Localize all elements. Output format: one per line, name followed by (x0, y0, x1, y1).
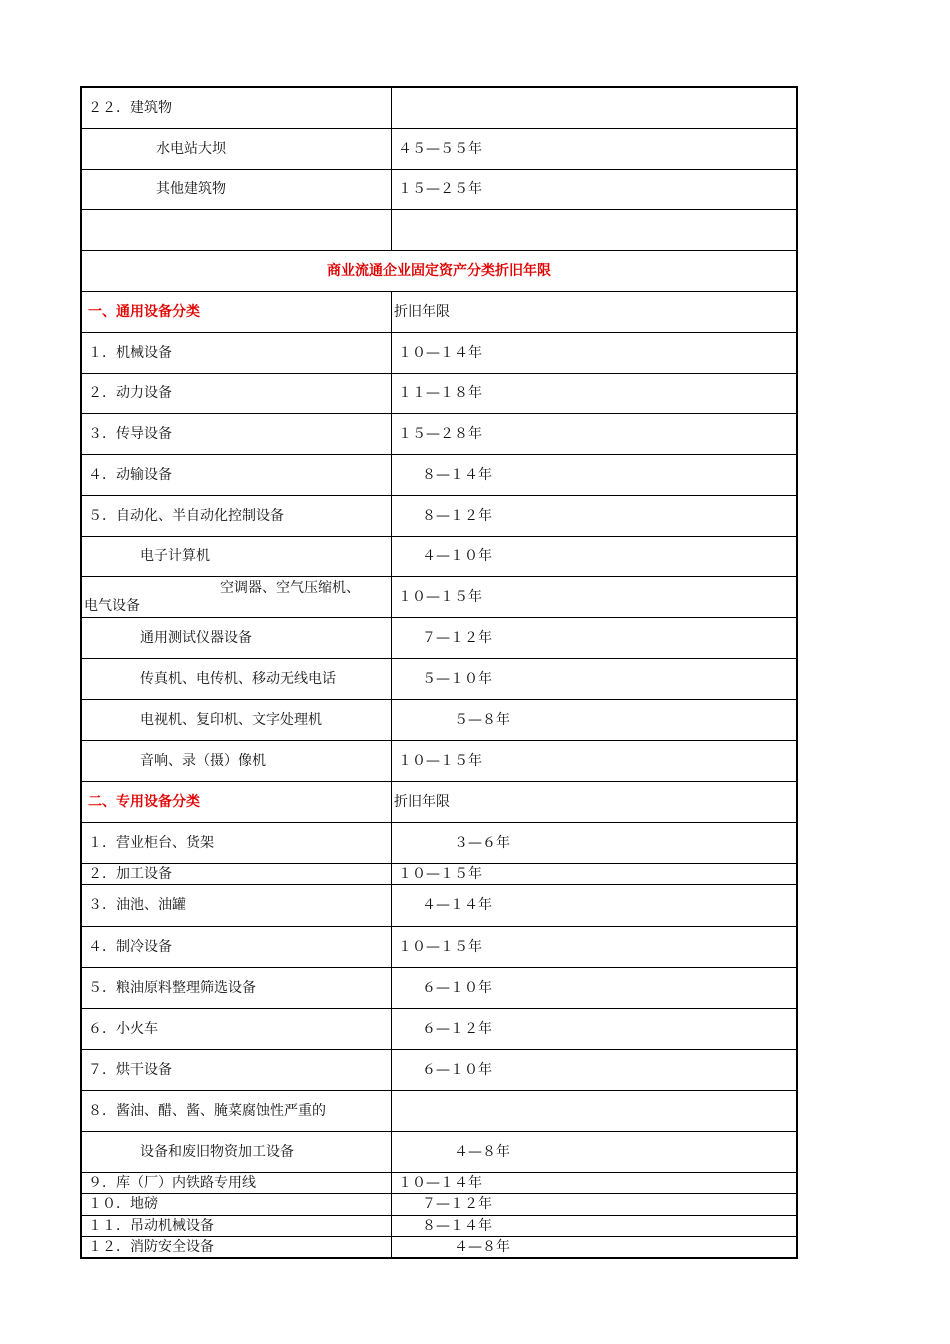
row-label: ４．制冷设备 (81, 926, 392, 967)
table-row (81, 1008, 797, 1049)
row-value: ８—１２年 (392, 495, 798, 536)
row-label: １１．吊动机械设备 (81, 1215, 392, 1236)
row-value (392, 209, 798, 250)
row-value: ４—１０年 (392, 536, 798, 576)
table-row (81, 1193, 797, 1215)
table-row (81, 1049, 797, 1090)
row-label: ７．烘干设备 (81, 1049, 392, 1090)
row-label: １．营业柜台、货架 (81, 822, 392, 863)
row-value: ７—１２年 (392, 617, 798, 658)
table-row (81, 454, 797, 495)
row-value: ６—１０年 (392, 1049, 798, 1090)
category-header-row (81, 781, 797, 822)
column-heading: 折旧年限 (392, 291, 798, 332)
table-row (81, 822, 797, 863)
table-row (81, 169, 797, 209)
row-value: １１—１８年 (392, 373, 798, 413)
section-title: 商业流通企业固定资产分类折旧年限 (81, 250, 797, 291)
depreciation-table (80, 86, 798, 1259)
row-value: ５—１０年 (392, 658, 798, 699)
table-row (81, 1172, 797, 1193)
row-label: ２２．建筑物 (81, 87, 392, 128)
row-value: ４—１４年 (392, 884, 798, 926)
row-label: 其他建筑物 (81, 169, 392, 209)
row-label-line2: 电气设备 (84, 597, 140, 614)
table-row (81, 617, 797, 658)
table-row (81, 740, 797, 781)
row-label: ４．动输设备 (81, 454, 392, 495)
table-row (81, 1236, 797, 1258)
row-value: ３—６年 (392, 822, 798, 863)
row-value: １０—１５年 (392, 863, 798, 884)
row-label: ３．传导设备 (81, 413, 392, 454)
row-label: ９．库（厂）内铁路专用线 (81, 1172, 392, 1193)
row-value: ８—１４年 (392, 454, 798, 495)
table-row (81, 128, 797, 169)
row-value: １５—２８年 (392, 413, 798, 454)
row-value: ４—８年 (392, 1236, 798, 1258)
table-row (81, 1131, 797, 1172)
row-label: 电子计算机 (81, 536, 392, 576)
category-heading: 二、专用设备分类 (81, 781, 392, 822)
column-heading: 折旧年限 (392, 781, 798, 822)
row-label: 传真机、电传机、移动无线电话 (81, 658, 392, 699)
row-value: １５—２５年 (392, 169, 798, 209)
table-row (81, 884, 797, 926)
row-value: ５—８年 (392, 699, 798, 740)
row-label: ５．粮油原料整理筛选设备 (81, 967, 392, 1008)
row-value: ６—１２年 (392, 1008, 798, 1049)
table-row (81, 658, 797, 699)
table-row (81, 967, 797, 1008)
row-label (81, 576, 392, 617)
table-row (81, 332, 797, 373)
table-row (81, 495, 797, 536)
table-row (81, 699, 797, 740)
row-value: １０—１４年 (392, 1172, 798, 1193)
table-row (81, 87, 797, 128)
row-label: 音响、录（摄）像机 (81, 740, 392, 781)
table-row (81, 536, 797, 576)
table-row (81, 926, 797, 967)
table-row (81, 1090, 797, 1131)
row-value: ４５—５５年 (392, 128, 798, 169)
row-value: ７—１２年 (392, 1193, 798, 1215)
depreciation-sheet (80, 86, 792, 1259)
table-row (81, 209, 797, 250)
row-label: 通用测试仪器设备 (81, 617, 392, 658)
row-value: １０—１５年 (392, 576, 798, 617)
row-label: ５．自动化、半自动化控制设备 (81, 495, 392, 536)
row-label: ３．油池、油罐 (81, 884, 392, 926)
row-label: ８．酱油、醋、酱、腌菜腐蚀性严重的 (81, 1090, 392, 1131)
row-label: ２．加工设备 (81, 863, 392, 884)
row-label: ６．小火车 (81, 1008, 392, 1049)
row-label: 设备和废旧物资加工设备 (81, 1131, 392, 1172)
row-value: ４—８年 (392, 1131, 798, 1172)
row-value: ６—１０年 (392, 967, 798, 1008)
category-heading: 一、通用设备分类 (81, 291, 392, 332)
row-label (81, 209, 392, 250)
row-label-line1: 空调器、空气压缩机、 (220, 579, 360, 596)
table-row (81, 1215, 797, 1236)
row-label: 水电站大坝 (81, 128, 392, 169)
row-value: １０—１４年 (392, 332, 798, 373)
row-value (392, 87, 798, 128)
table-row (81, 373, 797, 413)
row-value (392, 1090, 798, 1131)
row-label: １２．消防安全设备 (81, 1236, 392, 1258)
table-row (81, 863, 797, 884)
section-title-row (81, 250, 797, 291)
category-header-row (81, 291, 797, 332)
row-value: １０—１５年 (392, 926, 798, 967)
row-value: ８—１４年 (392, 1215, 798, 1236)
row-label: １．机械设备 (81, 332, 392, 373)
row-label: 电视机、复印机、文字处理机 (81, 699, 392, 740)
row-label: ２．动力设备 (81, 373, 392, 413)
table-row (81, 413, 797, 454)
table-row (81, 576, 797, 617)
row-label: １０．地磅 (81, 1193, 392, 1215)
row-value: １０—１５年 (392, 740, 798, 781)
